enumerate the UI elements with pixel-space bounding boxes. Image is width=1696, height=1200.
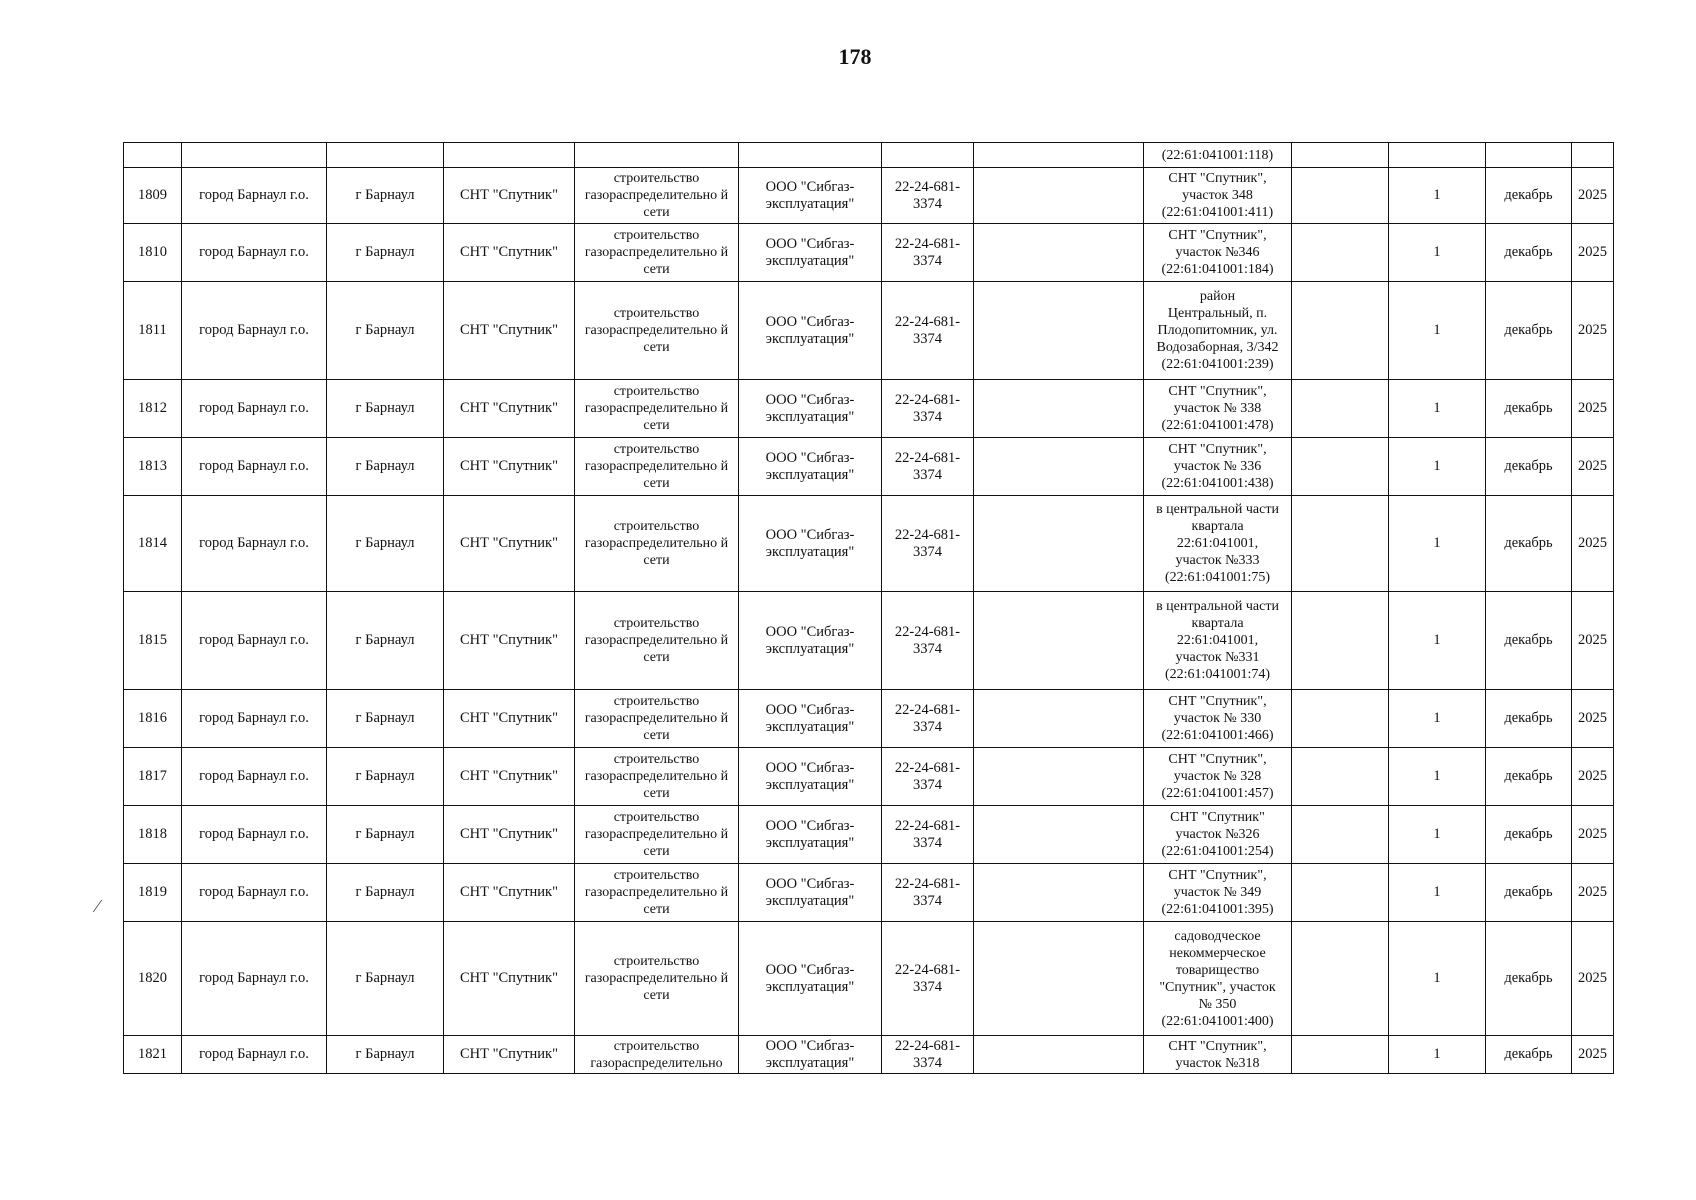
cell-year: 2025 bbox=[1572, 224, 1614, 282]
cell-district: город Барнаул г.о. bbox=[182, 592, 327, 690]
cell-code: 22-24-681-3374 bbox=[882, 864, 974, 922]
cell-qty: 1 bbox=[1389, 168, 1486, 224]
cell-qty: 1 bbox=[1389, 1036, 1486, 1074]
cell-month: декабрь bbox=[1486, 690, 1572, 748]
cell-settlement: г Барнаул bbox=[327, 748, 444, 806]
cell-location: СНТ "Спутник", участок № 330 (22:61:041001:466) bbox=[1144, 690, 1292, 748]
cell-blank bbox=[1292, 1036, 1389, 1074]
cell-organization: ООО "Сибгаз-эксплуатация" bbox=[739, 168, 882, 224]
cell-organization: ООО "Сибгаз-эксплуатация" bbox=[739, 690, 882, 748]
cell-month: декабрь bbox=[1486, 592, 1572, 690]
cell-no: 1810 bbox=[124, 224, 182, 282]
cell-month: декабрь bbox=[1486, 282, 1572, 380]
cell-month bbox=[1486, 143, 1572, 168]
cell-qty bbox=[1389, 143, 1486, 168]
cell-no: 1815 bbox=[124, 592, 182, 690]
cell-blank bbox=[1292, 143, 1389, 168]
cell-settlement bbox=[327, 143, 444, 168]
table-row bbox=[124, 864, 1614, 922]
cell-blank bbox=[1292, 592, 1389, 690]
cell-code: 22-24-681-3374 bbox=[882, 496, 974, 592]
cell-district: город Барнаул г.о. bbox=[182, 1036, 327, 1074]
cell-object: СНТ "Спутник" bbox=[444, 922, 575, 1036]
cell-code: 22-24-681-3374 bbox=[882, 806, 974, 864]
cell-extra bbox=[974, 1036, 1144, 1074]
cell-settlement: г Барнаул bbox=[327, 806, 444, 864]
cell-location: СНТ "Спутник", участок № 336 (22:61:041001:438) bbox=[1144, 438, 1292, 496]
cell-extra bbox=[974, 224, 1144, 282]
cell-code: 22-24-681-3374 bbox=[882, 922, 974, 1036]
cell-month: декабрь bbox=[1486, 496, 1572, 592]
cell-no: 1812 bbox=[124, 380, 182, 438]
cell-year: 2025 bbox=[1572, 592, 1614, 690]
cell-no: 1819 bbox=[124, 864, 182, 922]
cell-year: 2025 bbox=[1572, 806, 1614, 864]
cell-district: город Барнаул г.о. bbox=[182, 690, 327, 748]
cell-month: декабрь bbox=[1486, 380, 1572, 438]
cell-year bbox=[1572, 143, 1614, 168]
cell-object: СНТ "Спутник" bbox=[444, 864, 575, 922]
cell-qty: 1 bbox=[1389, 748, 1486, 806]
cell-organization: ООО "Сибгаз-эксплуатация" bbox=[739, 1036, 882, 1074]
table-row bbox=[124, 806, 1614, 864]
cell-work: строительство газораспределительно й сети bbox=[575, 748, 739, 806]
cell-code bbox=[882, 143, 974, 168]
cell-month: декабрь bbox=[1486, 864, 1572, 922]
cell-work: строительство газораспределительно й сети bbox=[575, 496, 739, 592]
cell-work: строительство газораспределительно й сети bbox=[575, 380, 739, 438]
cell-extra bbox=[974, 143, 1144, 168]
cell-organization: ООО "Сибгаз-эксплуатация" bbox=[739, 922, 882, 1036]
cell-qty: 1 bbox=[1389, 922, 1486, 1036]
cell-year: 2025 bbox=[1572, 438, 1614, 496]
cell-object: СНТ "Спутник" bbox=[444, 282, 575, 380]
cell-location: СНТ "Спутник" участок №326 (22:61:041001:254) bbox=[1144, 806, 1292, 864]
cell-blank bbox=[1292, 168, 1389, 224]
cell-organization: ООО "Сибгаз-эксплуатация" bbox=[739, 592, 882, 690]
cell-qty: 1 bbox=[1389, 224, 1486, 282]
cell-code: 22-24-681-3374 bbox=[882, 748, 974, 806]
cell-year: 2025 bbox=[1572, 380, 1614, 438]
cell-blank bbox=[1292, 922, 1389, 1036]
cell-organization: ООО "Сибгаз-эксплуатация" bbox=[739, 224, 882, 282]
cell-district bbox=[182, 143, 327, 168]
cell-settlement: г Барнаул bbox=[327, 438, 444, 496]
cell-location: район Центральный, п. Плодопитомник, ул. Водозаборная, 3/342 (22:61:041001:239) bbox=[1144, 282, 1292, 380]
cell-no: 1809 bbox=[124, 168, 182, 224]
cell-no: 1816 bbox=[124, 690, 182, 748]
cell-no: 1814 bbox=[124, 496, 182, 592]
table-row bbox=[124, 438, 1614, 496]
cell-object: СНТ "Спутник" bbox=[444, 690, 575, 748]
cell-blank bbox=[1292, 282, 1389, 380]
cell-object: СНТ "Спутник" bbox=[444, 224, 575, 282]
cell-extra bbox=[974, 168, 1144, 224]
cell-object: СНТ "Спутник" bbox=[444, 748, 575, 806]
cell-qty: 1 bbox=[1389, 380, 1486, 438]
cell-location: СНТ "Спутник", участок №318 bbox=[1144, 1036, 1292, 1074]
cell-work: строительство газораспределительно й сети bbox=[575, 282, 739, 380]
cell-organization: ООО "Сибгаз-эксплуатация" bbox=[739, 864, 882, 922]
cell-month: декабрь bbox=[1486, 748, 1572, 806]
cell-qty: 1 bbox=[1389, 864, 1486, 922]
cell-blank bbox=[1292, 380, 1389, 438]
cell-no: 1821 bbox=[124, 1036, 182, 1074]
cell-year: 2025 bbox=[1572, 748, 1614, 806]
cell-settlement: г Барнаул bbox=[327, 380, 444, 438]
cell-work: строительство газораспределительно й сети bbox=[575, 224, 739, 282]
cell-district: город Барнаул г.о. bbox=[182, 224, 327, 282]
table-row-continuation bbox=[124, 143, 1614, 168]
cell-district: город Барнаул г.о. bbox=[182, 806, 327, 864]
cell-district: город Барнаул г.о. bbox=[182, 438, 327, 496]
cell-year: 2025 bbox=[1572, 690, 1614, 748]
cell-object: СНТ "Спутник" bbox=[444, 806, 575, 864]
cell-work bbox=[575, 143, 739, 168]
cell-settlement: г Барнаул bbox=[327, 168, 444, 224]
cell-code: 22-24-681-3374 bbox=[882, 224, 974, 282]
cell-blank bbox=[1292, 806, 1389, 864]
table-body bbox=[124, 143, 1614, 1074]
cell-organization: ООО "Сибгаз-эксплуатация" bbox=[739, 438, 882, 496]
cell-blank bbox=[1292, 748, 1389, 806]
cell-settlement: г Барнаул bbox=[327, 690, 444, 748]
cell-code: 22-24-681-3374 bbox=[882, 592, 974, 690]
cell-month: декабрь bbox=[1486, 1036, 1572, 1074]
cell-extra bbox=[974, 592, 1144, 690]
cell-extra bbox=[974, 806, 1144, 864]
cell-object: СНТ "Спутник" bbox=[444, 380, 575, 438]
cell-location: (22:61:041001:118) bbox=[1144, 143, 1292, 168]
cell-location: СНТ "Спутник", участок №346 (22:61:041001:184) bbox=[1144, 224, 1292, 282]
cell-object: СНТ "Спутник" bbox=[444, 592, 575, 690]
cell-organization: ООО "Сибгаз-эксплуатация" bbox=[739, 496, 882, 592]
cell-blank bbox=[1292, 224, 1389, 282]
register-table bbox=[123, 142, 1614, 1074]
scan-artifact-mark: ⁄ bbox=[96, 896, 100, 916]
cell-work: строительство газораспределительно й сети bbox=[575, 438, 739, 496]
cell-no: 1817 bbox=[124, 748, 182, 806]
cell-work: строительство газораспределительно й сети bbox=[575, 864, 739, 922]
cell-blank bbox=[1292, 496, 1389, 592]
page-number: 178 bbox=[838, 44, 872, 69]
cell-object: СНТ "Спутник" bbox=[444, 1036, 575, 1074]
cell-settlement: г Барнаул bbox=[327, 282, 444, 380]
cell-location: в центральной части квартала 22:61:041001, участок №331 (22:61:041001:74) bbox=[1144, 592, 1292, 690]
table-row bbox=[124, 282, 1614, 380]
table-row bbox=[124, 380, 1614, 438]
cell-extra bbox=[974, 690, 1144, 748]
cell-code: 22-24-681-3374 bbox=[882, 438, 974, 496]
cell-settlement: г Барнаул bbox=[327, 496, 444, 592]
table-row bbox=[124, 748, 1614, 806]
cell-settlement: г Барнаул bbox=[327, 592, 444, 690]
cell-month: декабрь bbox=[1486, 438, 1572, 496]
cell-location: в центральной части квартала 22:61:041001, участок №333 (22:61:041001:75) bbox=[1144, 496, 1292, 592]
cell-code: 22-24-681-3374 bbox=[882, 1036, 974, 1074]
cell-month: декабрь bbox=[1486, 922, 1572, 1036]
cell-object: СНТ "Спутник" bbox=[444, 168, 575, 224]
cell-year: 2025 bbox=[1572, 922, 1614, 1036]
cell-district: город Барнаул г.о. bbox=[182, 282, 327, 380]
table-row bbox=[124, 922, 1614, 1036]
cell-extra bbox=[974, 496, 1144, 592]
table-row bbox=[124, 496, 1614, 592]
cell-month: декабрь bbox=[1486, 224, 1572, 282]
cell-blank bbox=[1292, 864, 1389, 922]
table-row bbox=[124, 690, 1614, 748]
cell-settlement: г Барнаул bbox=[327, 224, 444, 282]
cell-qty: 1 bbox=[1389, 592, 1486, 690]
cell-qty: 1 bbox=[1389, 496, 1486, 592]
cell-location: СНТ "Спутник", участок № 338 (22:61:041001:478) bbox=[1144, 380, 1292, 438]
cell-no bbox=[124, 143, 182, 168]
cell-work: строительство газораспределительно й сети bbox=[575, 690, 739, 748]
cell-year: 2025 bbox=[1572, 282, 1614, 380]
cell-organization: ООО "Сибгаз-эксплуатация" bbox=[739, 380, 882, 438]
cell-organization bbox=[739, 143, 882, 168]
table-row bbox=[124, 1036, 1614, 1074]
cell-work: строительство газораспределительно й сети bbox=[575, 592, 739, 690]
cell-object: СНТ "Спутник" bbox=[444, 496, 575, 592]
cell-qty: 1 bbox=[1389, 690, 1486, 748]
cell-month: декабрь bbox=[1486, 806, 1572, 864]
cell-code: 22-24-681-3374 bbox=[882, 282, 974, 380]
cell-no: 1820 bbox=[124, 922, 182, 1036]
cell-year: 2025 bbox=[1572, 168, 1614, 224]
cell-object bbox=[444, 143, 575, 168]
cell-no: 1811 bbox=[124, 282, 182, 380]
cell-location: СНТ "Спутник", участок 348 (22:61:041001:411) bbox=[1144, 168, 1292, 224]
cell-year: 2025 bbox=[1572, 1036, 1614, 1074]
cell-settlement: г Барнаул bbox=[327, 864, 444, 922]
cell-organization: ООО "Сибгаз-эксплуатация" bbox=[739, 282, 882, 380]
cell-month: декабрь bbox=[1486, 168, 1572, 224]
table-row bbox=[124, 224, 1614, 282]
cell-code: 22-24-681-3374 bbox=[882, 690, 974, 748]
cell-qty: 1 bbox=[1389, 806, 1486, 864]
cell-extra bbox=[974, 748, 1144, 806]
cell-district: город Барнаул г.о. bbox=[182, 380, 327, 438]
cell-extra bbox=[974, 922, 1144, 1036]
cell-code: 22-24-681-3374 bbox=[882, 168, 974, 224]
cell-qty: 1 bbox=[1389, 282, 1486, 380]
cell-location: садоводческое некоммерческое товарищество "Спутник", участок № 350 (22:61:041001:400) bbox=[1144, 922, 1292, 1036]
cell-organization: ООО "Сибгаз-эксплуатация" bbox=[739, 748, 882, 806]
cell-settlement: г Барнаул bbox=[327, 1036, 444, 1074]
cell-extra bbox=[974, 864, 1144, 922]
cell-extra bbox=[974, 438, 1144, 496]
cell-year: 2025 bbox=[1572, 496, 1614, 592]
cell-organization: ООО "Сибгаз-эксплуатация" bbox=[739, 806, 882, 864]
cell-extra bbox=[974, 380, 1144, 438]
cell-year: 2025 bbox=[1572, 864, 1614, 922]
cell-work: строительство газораспределительно й сети bbox=[575, 922, 739, 1036]
table-row bbox=[124, 592, 1614, 690]
cell-no: 1818 bbox=[124, 806, 182, 864]
cell-blank bbox=[1292, 438, 1389, 496]
cell-blank bbox=[1292, 690, 1389, 748]
cell-district: город Барнаул г.о. bbox=[182, 168, 327, 224]
cell-no: 1813 bbox=[124, 438, 182, 496]
cell-work: строительство газораспределительно й сети bbox=[575, 806, 739, 864]
cell-work: строительство газораспределительно й сети bbox=[575, 168, 739, 224]
cell-settlement: г Барнаул bbox=[327, 922, 444, 1036]
cell-code: 22-24-681-3374 bbox=[882, 380, 974, 438]
cell-location: СНТ "Спутник", участок № 328 (22:61:041001:457) bbox=[1144, 748, 1292, 806]
cell-district: город Барнаул г.о. bbox=[182, 496, 327, 592]
cell-district: город Барнаул г.о. bbox=[182, 864, 327, 922]
cell-district: город Барнаул г.о. bbox=[182, 922, 327, 1036]
cell-district: город Барнаул г.о. bbox=[182, 748, 327, 806]
cell-work: строительство газораспределительно bbox=[575, 1036, 739, 1074]
table-row bbox=[124, 168, 1614, 224]
cell-location: СНТ "Спутник", участок № 349 (22:61:041001:395) bbox=[1144, 864, 1292, 922]
cell-extra bbox=[974, 282, 1144, 380]
cell-object: СНТ "Спутник" bbox=[444, 438, 575, 496]
cell-qty: 1 bbox=[1389, 438, 1486, 496]
